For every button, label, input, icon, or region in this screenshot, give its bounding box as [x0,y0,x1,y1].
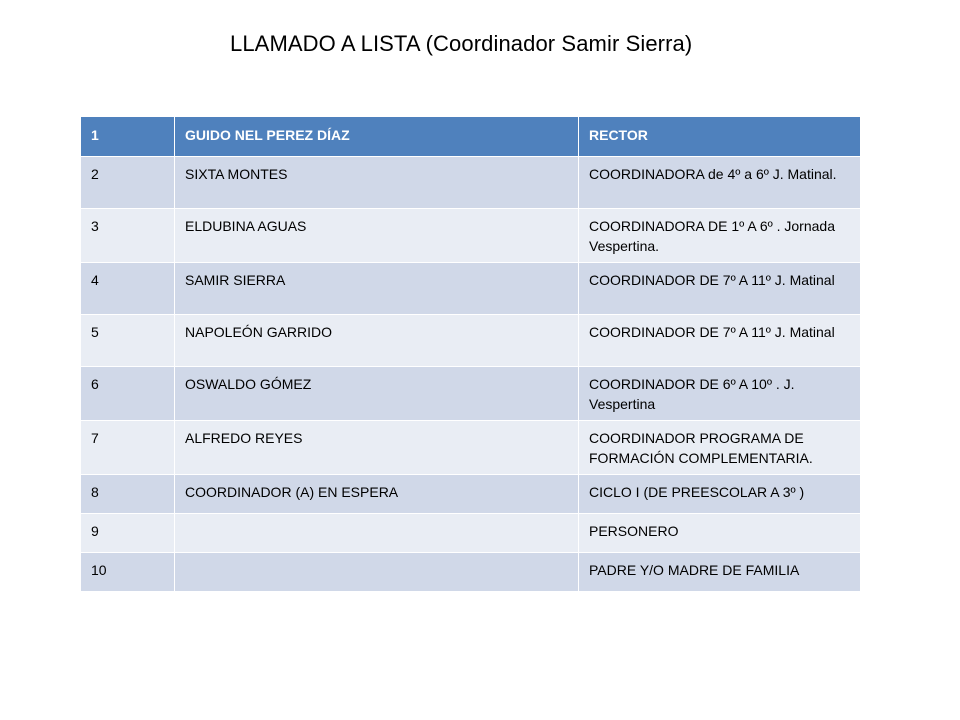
table-row [81,553,861,592]
row-role-cell: COORDINADORA de 4º a 6º J. Matinal. [579,157,861,209]
row-number-cell: 9 [81,514,175,553]
row-role-cell: COORDINADORA DE 1º A 6º . Jornada Vespertina. [579,209,861,263]
row-role-cell: COORDINADOR DE 7º A 11º J. Matinal [579,263,861,315]
table-header-row [81,117,861,157]
row-name-cell: ALFREDO REYES [175,421,579,475]
row-role-cell: CICLO I (DE PREESCOLAR A 3º ) [579,475,861,514]
row-name-cell [175,553,579,592]
table-row [81,209,861,263]
row-name-cell: NAPOLEÓN GARRIDO [175,315,579,367]
row-role-cell: COORDINADOR DE 6º A 10º . J. Vespertina [579,367,861,421]
roster-table [80,117,861,592]
row-number-cell: 6 [81,367,175,421]
row-role-cell: COORDINADOR DE 7º A 11º J. Matinal [579,315,861,367]
row-number-cell: 10 [81,553,175,592]
table-row [81,315,861,367]
table-row [81,157,861,209]
table-row [81,263,861,315]
row-name-cell: SAMIR SIERRA [175,263,579,315]
page-title: LLAMADO A LISTA (Coordinador Samir Sierra) [230,31,693,56]
row-role-cell: PADRE Y/O MADRE DE FAMILIA [579,553,861,592]
table-row [81,514,861,553]
table-row [81,367,861,421]
header-role-cell: RECTOR [579,117,861,157]
row-name-cell: COORDINADOR (A) EN ESPERA [175,475,579,514]
row-number-cell: 4 [81,263,175,315]
table-row [81,421,861,475]
row-number-cell: 5 [81,315,175,367]
row-name-cell: OSWALDO GÓMEZ [175,367,579,421]
row-role-cell: PERSONERO [579,514,861,553]
row-name-cell: ELDUBINA AGUAS [175,209,579,263]
row-number-cell: 8 [81,475,175,514]
row-name-cell [175,514,579,553]
row-number-cell: 3 [81,209,175,263]
row-number-cell: 2 [81,157,175,209]
row-number-cell: 7 [81,421,175,475]
row-name-cell: SIXTA MONTES [175,157,579,209]
header-name-cell: GUIDO NEL PEREZ DÍAZ [175,117,579,157]
table-row [81,475,861,514]
header-number-cell: 1 [81,117,175,157]
row-role-cell: COORDINADOR PROGRAMA DE FORMACIÓN COMPLEMENTARIA. [579,421,861,475]
